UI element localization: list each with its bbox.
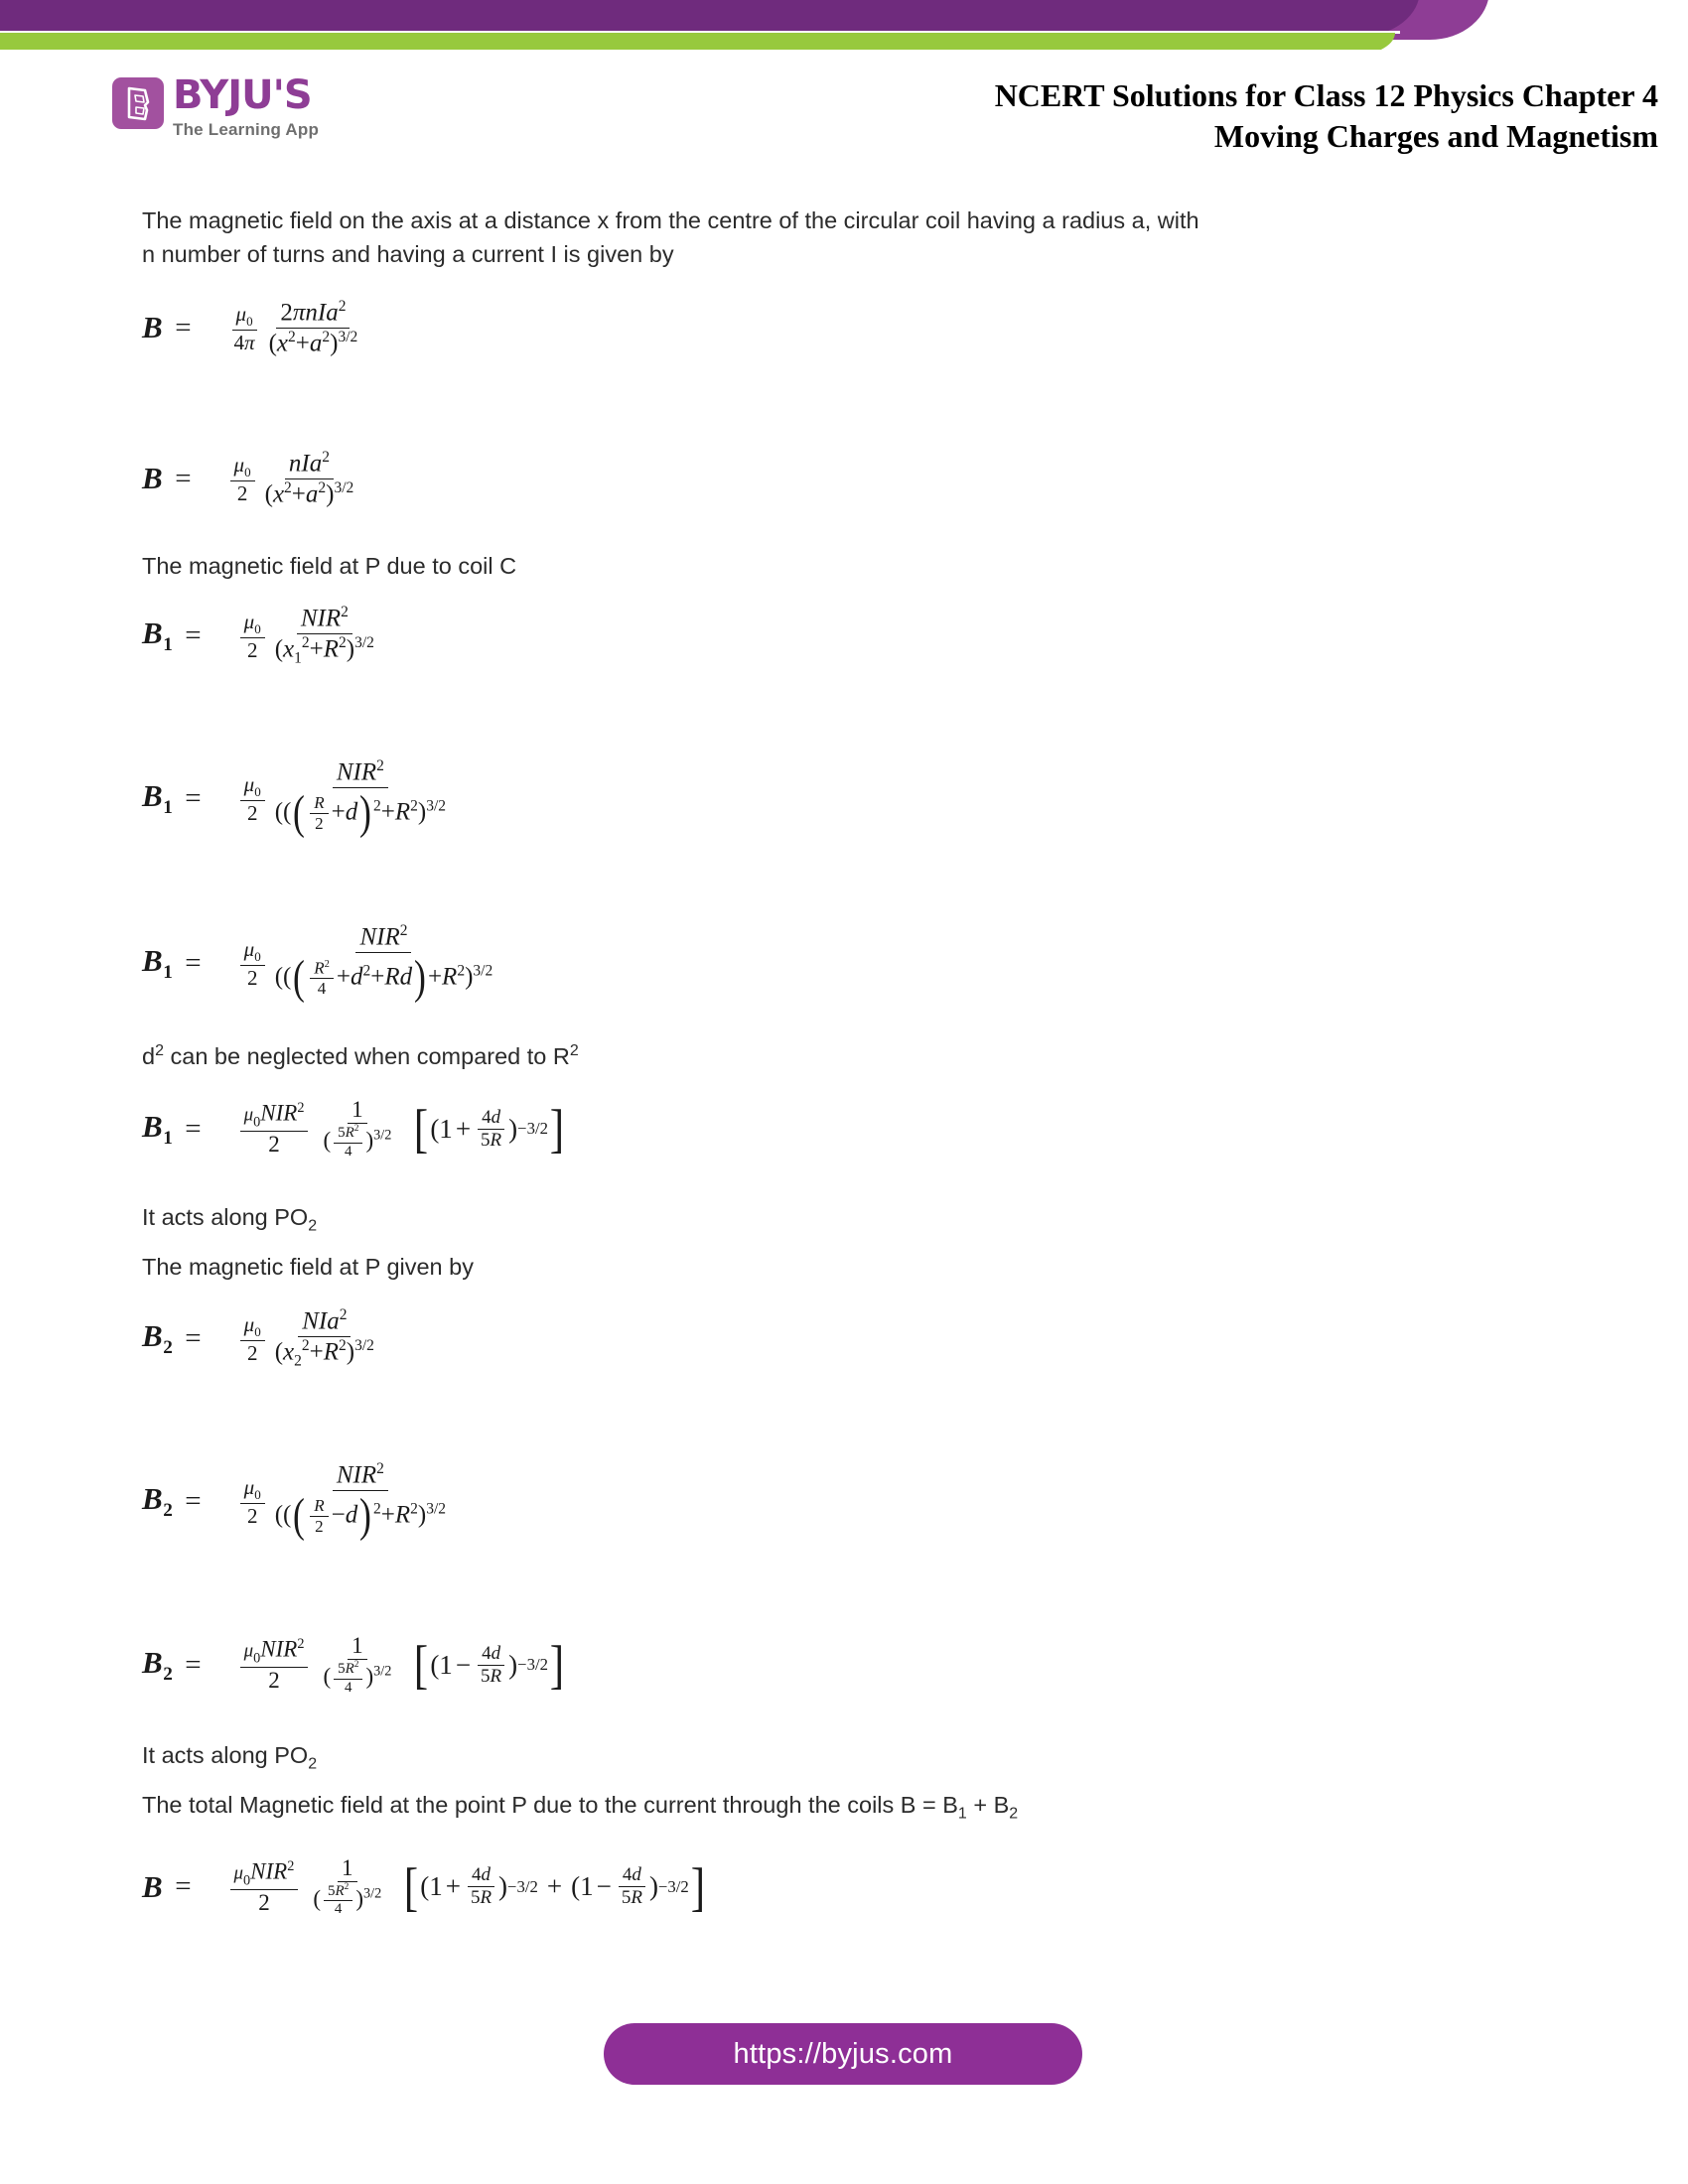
equation-9-bracket-expr: [ (1 − $\frac{4d}{5R}$ ) −3/2 ] <box>414 1635 565 1696</box>
equation-5-frac-main: NIR$^2$ ((( $\frac{R^2}{4}$ $+d^2+Rd)+R^2)^{3/2}$ <box>274 921 493 1004</box>
equation-8-frac-main: NIR$^2$ ((( $\frac{R}{2}$ −d) $^2+R^2)^{3/2}$ <box>274 1459 447 1542</box>
equation-4-frac-main: NIR$^2$ ((( $\frac{R}{2}$ +d) $^2+R^2)^{3/2}$ <box>274 756 447 839</box>
equation-1-equals: = <box>175 311 192 343</box>
paragraph-total-field <box>142 1788 1562 1826</box>
paragraph-intro-line-1: The magnetic field on the axis at a distance x from the centre of the circular coil having a radius a, with <box>142 207 1199 233</box>
paragraph-d2-pre: d <box>142 1043 156 1070</box>
equation-2 <box>142 444 1562 513</box>
byjus-logo-tagline: The Learning App <box>173 120 320 139</box>
equation-5 <box>142 920 1562 1006</box>
byjus-logo-name: BYJU'S <box>173 72 312 118</box>
equation-7-frac-mu0-2: $\frac{\mu_0}{2}$ <box>240 1313 265 1364</box>
paragraph-acts-sub-2: 2 <box>308 1755 318 1773</box>
paragraph-total-mid: + B <box>966 1792 1010 1819</box>
page-title-line-2: Moving Charges and Magnetism <box>1213 117 1658 154</box>
equation-1-lhs: B <box>142 310 164 345</box>
paragraph-d2-sup2: 2 <box>569 1042 579 1060</box>
paragraph-d2-mid: can be neglected when compared to R <box>163 1043 570 1070</box>
equation-9-equals: = <box>185 1648 202 1681</box>
equation-9-lhs: $B_2$ <box>142 1644 174 1685</box>
equation-8-frac-mu0-2: $\frac{\mu_0}{2}$ <box>240 1476 265 1527</box>
paragraph-field-coil-c: The magnetic field at P due to coil C <box>142 553 517 580</box>
equation-2-frac-mu0-2: $\frac{\mu_0}{2}$ <box>230 454 255 504</box>
paragraph-intro <box>142 204 1562 271</box>
byjus-logo[interactable] <box>112 72 320 139</box>
equation-5-lhs: $B_1$ <box>142 942 174 983</box>
equation-7-lhs: $B_2$ <box>142 1317 174 1358</box>
equation-1-frac-mu0-4pi: $\frac{\mu_0}{4\pi}$ <box>230 303 259 353</box>
equation-9-frac-one-over: 1 ( $\frac{5R^2}{4}$ )$^{3/2}$ <box>323 1632 392 1696</box>
byjus-logo-mark-icon <box>112 77 164 129</box>
equation-6-equals: = <box>185 1112 202 1145</box>
equation-7-frac-main: $\frac{NIa^2}{(x_2^2+R^2)^{3/2}}$ <box>274 1306 374 1369</box>
paragraph-field-at-p: The magnetic field at P given by <box>142 1254 474 1281</box>
equation-10-lhs: B <box>142 1868 164 1904</box>
equation-3 <box>142 601 1562 670</box>
equation-1-frac-main: $\frac{2\pi nIa^2}{(x^2+a^2)^{3/2}}$ <box>268 298 358 356</box>
byjus-url-button[interactable] <box>604 2023 1082 2085</box>
byjus-logo-text <box>173 72 320 139</box>
equation-3-frac-main: $\frac{NIR^2}{(x_1^2+R^2)^{3/2}}$ <box>274 604 374 666</box>
equation-6 <box>142 1089 1562 1168</box>
paragraph-intro-line-2: n number of turns and having a current I is given by <box>142 241 674 268</box>
equation-4-frac-mu0-2: $\frac{\mu_0}{2}$ <box>240 773 265 824</box>
paragraph-d2-sup: 2 <box>155 1042 164 1060</box>
equation-10-frac-mu0nir2-2: $\frac{\mu_0NIR^2}{2}$ <box>230 1859 299 1915</box>
equation-2-frac-main: $\frac{nIa^2}{(x^2+a^2)^{3/2}}$ <box>264 449 354 507</box>
equation-3-lhs: $B_1$ <box>142 614 174 655</box>
paragraph-d2-neglected <box>142 1039 1562 1073</box>
equation-6-frac-mu0nir2-2: $\frac{\mu_0NIR^2}{2}$ <box>240 1101 309 1157</box>
header-band-green <box>0 33 1395 50</box>
equation-1 <box>142 293 1562 362</box>
equation-9 <box>142 1625 1562 1705</box>
document-body <box>142 204 1562 1927</box>
equation-8-lhs: $B_2$ <box>142 1480 174 1521</box>
header-decoration-bands <box>0 0 1688 50</box>
page-title-line-1: NCERT Solutions for Class 12 Physics Chapter 4 <box>994 77 1658 113</box>
byjus-url-label: https://byjus.com <box>733 2037 953 2070</box>
paragraph-acts-pre-1: It acts along PO <box>142 1204 309 1231</box>
equation-8 <box>142 1458 1562 1544</box>
paragraph-acts-along-po2-first <box>142 1200 1562 1238</box>
equation-3-frac-mu0-2: $\frac{\mu_0}{2}$ <box>240 611 265 661</box>
page-title <box>665 75 1658 157</box>
equation-7-equals: = <box>185 1321 202 1354</box>
equation-4-equals: = <box>185 781 202 814</box>
paragraph-total-pre: The total Magnetic field at the point P due to the current through the coils B = B <box>142 1792 958 1819</box>
paragraph-total-sub-2: 2 <box>1009 1805 1019 1823</box>
equation-4-lhs: $B_1$ <box>142 777 174 818</box>
equation-5-equals: = <box>185 946 202 979</box>
equation-6-frac-one-over: 1 ( $\frac{5R^2}{4}$ )$^{3/2}$ <box>323 1096 392 1160</box>
equation-10-bracket-expr: [ (1 + $\frac{4d}{5R}$ ) −3/2 + (1 − $\frac{4d}{5R}$ ) −3/2 ] <box>404 1856 705 1917</box>
equation-6-lhs: $B_1$ <box>142 1108 174 1149</box>
equation-10-equals: = <box>175 1870 192 1903</box>
equation-7 <box>142 1303 1562 1373</box>
equation-3-equals: = <box>185 618 202 651</box>
paragraph-acts-along-po2-second <box>142 1738 1562 1776</box>
paragraph-acts-pre-2: It acts along PO <box>142 1742 309 1769</box>
equation-4 <box>142 755 1562 841</box>
paragraph-total-sub-1: 1 <box>957 1805 967 1823</box>
equation-10-frac-one-over: 1 ( $\frac{5R^2}{4}$ )$^{3/2}$ <box>313 1854 382 1918</box>
equation-2-lhs: B <box>142 461 164 496</box>
equation-8-equals: = <box>185 1484 202 1517</box>
equation-5-frac-mu0-2: $\frac{\mu_0}{2}$ <box>240 938 265 989</box>
equation-2-equals: = <box>175 462 192 494</box>
equation-6-bracket-expr: [ (1 + $\frac{4d}{5R}$ ) −3/2 ] <box>414 1099 565 1160</box>
equation-10 <box>142 1847 1562 1927</box>
equation-9-frac-mu0nir2-2: $\frac{\mu_0NIR^2}{2}$ <box>240 1637 309 1693</box>
paragraph-acts-sub-1: 2 <box>308 1217 318 1235</box>
